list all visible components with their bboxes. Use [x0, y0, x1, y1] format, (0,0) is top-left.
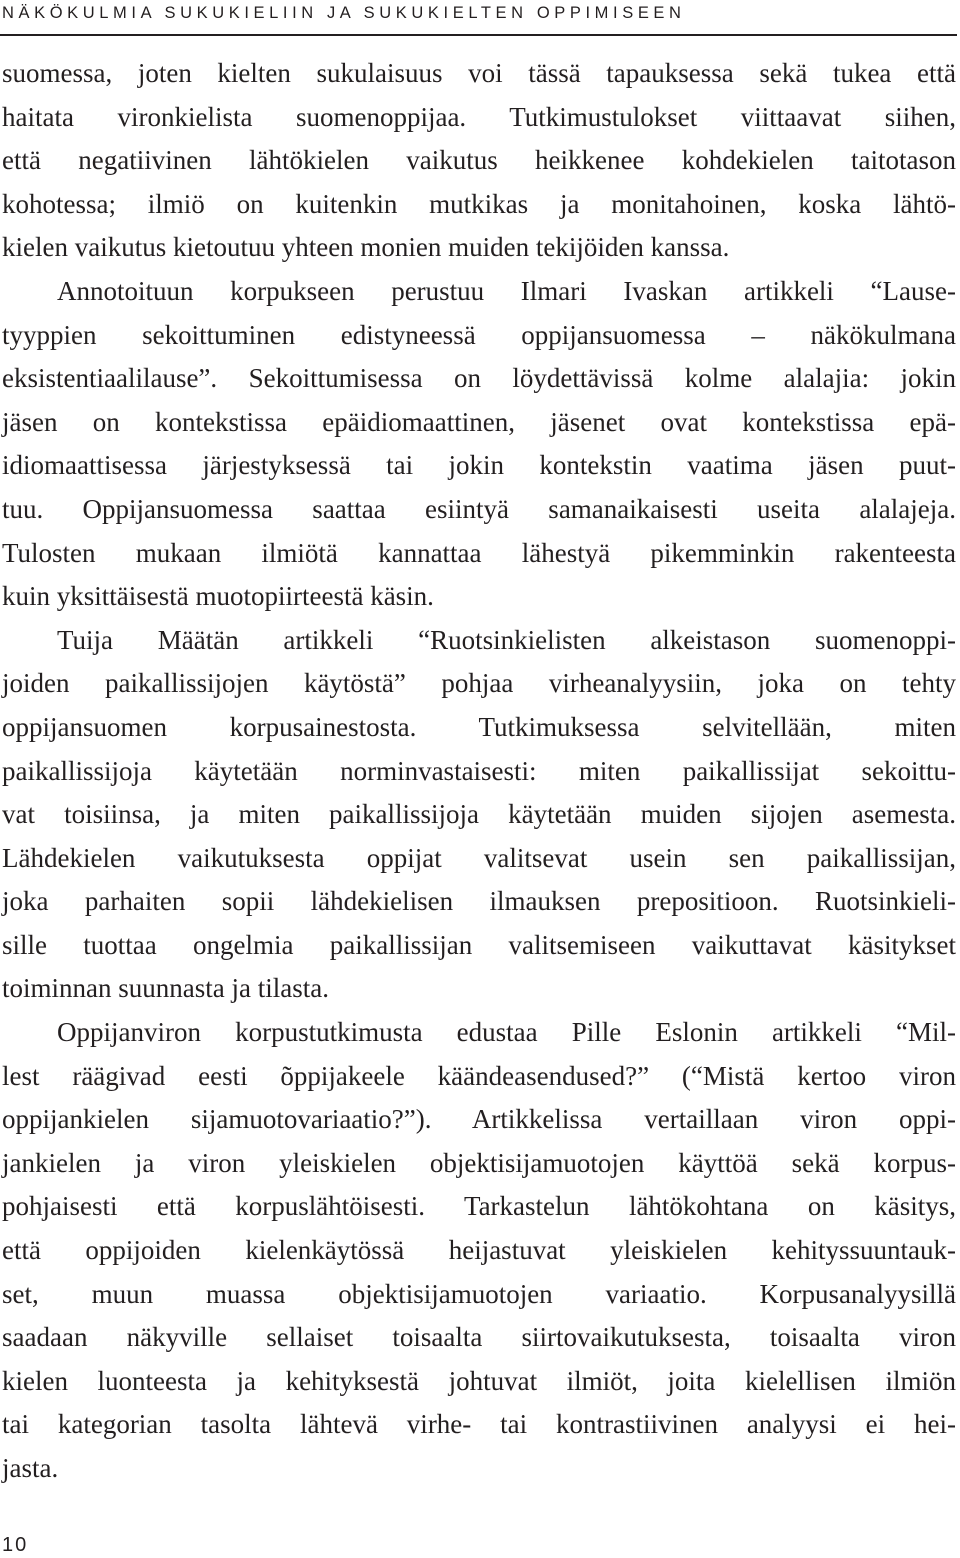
text-line: saadaan näkyville sellaiset toisaalta siirtovaikutuksesta, toisaalta viron — [2, 1322, 956, 1353]
text-line: tyyppien sekoittuminen edistyneessä oppijansuomessa – näkökulmana — [2, 319, 956, 350]
paragraph-first-line: Oppijanviron korpustutkimusta edustaa Pille Eslonin artikkeli “Mil- — [57, 1017, 956, 1048]
text-line: joiden paikallissijojen käytöstä” pohjaa virheanalyysiin, joka on tehty — [2, 668, 956, 699]
text-line: haitata vironkielista suomenoppijaa. Tutkimustulokset viittaavat siihen, — [2, 101, 956, 132]
text-line: kielen luonteesta ja kehityksestä johtuvat ilmiöt, joita kielellisen ilmiön — [2, 1365, 956, 1396]
paragraph-end-line: kuin yksittäisestä muotopiirteestä käsin. — [2, 581, 434, 612]
text-line: lest räägivad eesti õppijakeele käändeasendused?” (“Mistä kertoo viron — [2, 1060, 956, 1091]
text-line: sille tuottaa ongelmia paikallissijan valitsemiseen vaikuttavat käsitykset — [2, 929, 956, 960]
text-line: eksistentiaalilause”. Sekoittumisessa on löydettävissä kolme alalajia: jokin — [2, 363, 956, 394]
text-line: pohjaisesti että korpuslähtöisesti. Tarkastelun lähtökohtana on käsitys, — [2, 1191, 956, 1222]
paragraph-end-line: kielen vaikutus kietoutuu yhteen monien muiden tekijöiden kanssa. — [2, 232, 730, 263]
paragraph-end-line: toiminnan suunnasta ja tilasta. — [2, 973, 329, 1004]
text-line: että negatiivinen lähtökielen vaikutus heikkenee kohdekielen taitotason — [2, 145, 956, 176]
text-line: tai kategorian tasolta lähtevä virhe- tai kontrastiivinen analyysi ei hei- — [2, 1409, 956, 1440]
page-number: 10 — [2, 1534, 29, 1556]
running-header: NÄKÖKULMIA SUKUKIELIIN JA SUKUKIELTEN OPPIMISEEN — [2, 4, 686, 22]
text-line: jäsen on kontekstissa epäidiomaattinen, jäsenet ovat kontekstissa epä- — [2, 406, 956, 437]
text-line: Tulosten mukaan ilmiötä kannattaa lähestyä pikemminkin rakenteesta — [2, 537, 956, 568]
header-rule — [0, 34, 957, 36]
text-line: tuu. Oppijansuomessa saattaa esiintyä samanaikaisesti useita alalajeja. — [2, 493, 956, 524]
paragraph-first-line: Annotoituun korpukseen perustuu Ilmari Ivaskan artikkeli “Lause- — [57, 275, 956, 306]
text-line: vat toisiinsa, ja miten paikallissijoja käytetään muiden sijojen asemesta. — [2, 799, 956, 830]
text-line: set, muun muassa objektisijamuotojen variaatio. Korpusanalyysillä — [2, 1278, 956, 1309]
text-line: idiomaattisessa järjestyksessä tai jokin kontekstin vaatima jäsen puut- — [2, 450, 956, 481]
text-line: oppijansuomen korpusainestosta. Tutkimuksessa selvitellään, miten — [2, 711, 956, 742]
paragraph-end-line: jasta. — [2, 1453, 59, 1483]
text-line: oppijankielen sijamuotovariaatio?”). Artikkelissa vertaillaan viron oppi- — [2, 1104, 956, 1135]
body-text — [2, 52, 956, 1491]
text-line: jankielen ja viron yleiskielen objektisijamuotojen käyttöä sekä korpus- — [2, 1147, 956, 1178]
text-line: joka parhaiten sopii lähdekielisen ilmauksen prepositioon. Ruotsinkieli- — [2, 886, 956, 917]
text-line: suomessa, joten kielten sukulaisuus voi tässä tapauksessa sekä tukea että — [2, 58, 956, 88]
text-line: että oppijoiden kielenkäytössä heijastuvat yleiskielen kehityssuuntauk- — [2, 1235, 956, 1266]
paragraph-first-line: Tuija Määtän artikkeli “Ruotsinkielisten alkeistason suomenoppi- — [57, 624, 956, 655]
text-line: kohotessa; ilmiö on kuitenkin mutkikas ja monitahoinen, koska lähtö- — [2, 188, 956, 219]
text-line: paikallissijoja käytetään norminvastaisesti: miten paikallissijat sekoittu- — [2, 755, 956, 786]
text-line: Lähdekielen vaikutuksesta oppijat valitsevat usein sen paikallissijan, — [2, 842, 956, 873]
